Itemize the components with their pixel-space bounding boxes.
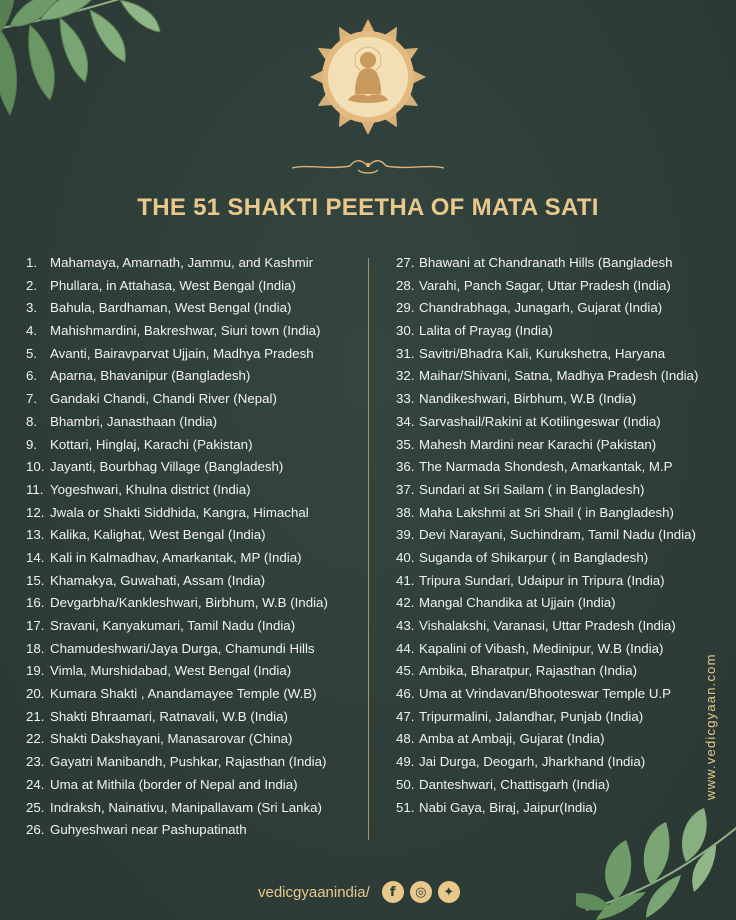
item-number: 1. (26, 255, 38, 270)
item-text: Yogeshwari, Khulna district (India) (50, 481, 251, 497)
list-item (26, 524, 366, 547)
item-number: 26. (26, 822, 45, 838)
leaf-branch-icon (576, 800, 736, 920)
list-item (396, 660, 706, 683)
footer-handle[interactable]: vedicgyaanindia/ (258, 883, 370, 901)
list-item (396, 479, 706, 502)
item-number: 19. (26, 663, 45, 679)
item-text: Nandikeshwari, Birbhum, W.B (India) (419, 391, 637, 407)
list-item (396, 547, 706, 570)
item-text: Vishalakshi, Varanasi, Uttar Pradesh (India) (419, 618, 676, 633)
item-text: Vimla, Murshidabad, West Bengal (India) (50, 663, 292, 679)
item-number: 12. (26, 504, 45, 520)
list-item (396, 638, 706, 661)
item-text: Shakti Dakshayani, Manasarovar (China) (50, 731, 293, 747)
list-item (396, 728, 706, 751)
item-text: Gayatri Manibandh, Pushkar, Rajasthan (India) (50, 754, 327, 770)
list-item (396, 388, 706, 411)
list-item (26, 774, 366, 797)
list-item (26, 683, 366, 706)
item-text: Avanti, Bairavparvat Ujjain, Madhya Pradesh (50, 345, 314, 361)
item-text: Tripurmalini, Jalandhar, Punjab (India) (419, 708, 644, 724)
item-text: Bhawani at Chandranath Hills (Bangladesh (419, 255, 673, 270)
item-number: 51. (396, 799, 415, 815)
list-item (396, 297, 706, 320)
item-number: 10. (26, 459, 45, 475)
item-text: Ambika, Bharatpur, Rajasthan (India) (419, 663, 638, 679)
item-text: Suganda of Shikarpur ( in Bangladesh) (419, 549, 649, 565)
item-number: 49. (396, 754, 415, 770)
item-text: Sundari at Sri Sailam ( in Bangladesh) (419, 481, 645, 497)
list-item (26, 660, 366, 683)
list-item (26, 751, 366, 774)
item-number: 14. (26, 549, 45, 565)
item-number: 37. (396, 481, 415, 497)
item-text: Mangal Chandika at Ujjain (India) (419, 595, 616, 611)
item-number: 15. (26, 572, 45, 588)
list-item (26, 252, 366, 275)
item-text: Uma at Mithila (border of Nepal and India) (50, 776, 298, 792)
list-item (26, 456, 366, 479)
item-number: 32. (396, 368, 415, 384)
item-text: Maha Lakshmi at Sri Shail ( in Bangladesh) (419, 504, 674, 520)
item-text: Bahula, Bardhaman, West Bengal (India) (50, 300, 292, 316)
twitter-icon[interactable]: ✦ (438, 881, 460, 903)
item-number: 13. (26, 527, 45, 543)
item-text: Jwala or Shakti Siddhida, Kangra, Himachal (50, 504, 309, 520)
item-number: 40. (396, 549, 415, 565)
leaf-branch-icon (0, 0, 180, 130)
item-number: 45. (396, 663, 415, 679)
list-item (26, 615, 366, 638)
list-item (396, 615, 706, 638)
item-number: 50. (396, 776, 415, 792)
item-number: 47. (396, 708, 415, 724)
item-text: Lalita of Prayag (India) (419, 323, 553, 339)
list-item (26, 638, 366, 661)
side-website-url: www.vedicgyaan.com (703, 653, 718, 800)
list-item (26, 411, 366, 434)
item-number: 4. (26, 323, 38, 339)
list-item (26, 479, 366, 502)
list-item (26, 706, 366, 729)
item-number: 8. (26, 413, 38, 429)
column-divider (368, 258, 369, 840)
shakti-peetha-list-left (26, 252, 366, 842)
list-item (26, 819, 366, 842)
item-number: 11. (26, 481, 44, 497)
instagram-icon[interactable]: ◎ (410, 881, 432, 903)
item-number: 25. (26, 799, 45, 815)
item-number: 24. (26, 776, 45, 792)
item-text: Aparna, Bhavanipur (Bangladesh) (50, 368, 251, 384)
page-title: THE 51 SHAKTI PEETHA OF MATA SATI (137, 194, 599, 221)
item-number: 39. (396, 527, 415, 543)
item-text: Guhyeshwari near Pashupatinath (50, 822, 247, 838)
item-text: Sravani, Kanyakumari, Tamil Nadu (India) (50, 618, 296, 633)
item-number: 46. (396, 686, 415, 702)
list-item (396, 502, 706, 525)
item-number: 22. (26, 731, 45, 747)
list-item (26, 275, 366, 298)
list-item (396, 683, 706, 706)
item-number: 16. (26, 595, 45, 611)
item-number: 18. (26, 640, 45, 656)
item-text: Danteshwari, Chattisgarh (India) (419, 776, 610, 792)
item-text: Kumara Shakti , Anandamayee Temple (W.B) (50, 686, 317, 702)
item-number: 48. (396, 731, 415, 747)
list-item (396, 411, 706, 434)
item-number: 31. (396, 345, 415, 361)
item-text: Gandaki Chandi, Chandi River (Nepal) (50, 391, 277, 407)
item-number: 28. (396, 277, 415, 293)
item-text: Kalika, Kalighat, West Bengal (India) (50, 527, 266, 543)
list-item (26, 434, 366, 457)
item-text: Uma at Vrindavan/Bhooteswar Temple U.P (419, 686, 672, 702)
item-number: 34. (396, 413, 415, 429)
list-item (396, 275, 706, 298)
item-text: Amba at Ambaji, Gujarat (India) (419, 731, 605, 747)
list-item (396, 456, 706, 479)
item-number: 36. (396, 459, 415, 475)
item-number: 41. (396, 572, 415, 588)
list-item (26, 320, 366, 343)
item-number: 44. (396, 640, 415, 656)
item-text: Varahi, Panch Sagar, Uttar Pradesh (India) (419, 277, 671, 293)
item-number: 33. (396, 391, 415, 407)
list-item (396, 706, 706, 729)
list-item (26, 502, 366, 525)
list-item (26, 547, 366, 570)
list-item (396, 252, 706, 275)
item-text: Chamudeshwari/Jaya Durga, Chamundi Hills (50, 640, 315, 656)
item-number: 3. (26, 300, 38, 316)
item-text: Mahamaya, Amarnath, Jammu, and Kashmir (50, 255, 314, 270)
item-text: Shakti Bhraamari, Ratnavali, W.B (India) (50, 708, 288, 724)
item-text: Mahesh Mardini near Karachi (Pakistan) (419, 436, 657, 452)
item-number: 42. (396, 595, 415, 611)
item-number: 23. (26, 754, 45, 770)
facebook-icon[interactable]: f (382, 881, 404, 903)
item-text: Kapalini of Vibash, Medinipur, W.B (India) (419, 640, 664, 656)
item-number: 20. (26, 686, 45, 702)
list-item (26, 343, 366, 366)
item-number: 6. (26, 368, 38, 384)
item-text: Phullara, in Attahasa, West Bengal (India) (50, 277, 296, 293)
item-number: 7. (26, 391, 38, 407)
item-text: Mahishmardini, Bakreshwar, Siuri town (India) (50, 323, 321, 339)
list-item (26, 365, 366, 388)
list-item (26, 592, 366, 615)
item-number: 17. (26, 618, 45, 633)
list-item (26, 728, 366, 751)
item-text: Sarvashail/Rakini at Kotilingeswar (India) (419, 413, 661, 429)
item-text: Devi Narayani, Suchindram, Tamil Nadu (India) (419, 527, 696, 543)
item-number: 9. (26, 436, 38, 452)
list-item (26, 388, 366, 411)
item-text: Jayanti, Bourbhag Village (Bangladesh) (50, 459, 284, 475)
list-item (396, 751, 706, 774)
item-text: Kali in Kalmadhav, Amarkantak, MP (India) (50, 549, 302, 565)
item-text: Kottari, Hinglaj, Karachi (Pakistan) (50, 436, 253, 452)
list-item (396, 320, 706, 343)
list-item (26, 797, 366, 820)
item-number: 35. (396, 436, 415, 452)
item-text: Chandrabhaga, Junagarh, Gujarat (India) (419, 300, 663, 316)
shakti-peetha-list-right (396, 252, 706, 819)
list-item (396, 570, 706, 593)
item-text: Bhambri, Janasthaan (India) (50, 413, 218, 429)
item-text: Jai Durga, Deogarh, Jharkhand (India) (419, 754, 646, 770)
item-number: 21. (26, 708, 45, 724)
ornamental-divider (288, 156, 448, 176)
list-item (396, 365, 706, 388)
list-item (396, 434, 706, 457)
item-number: 30. (396, 323, 415, 339)
list-item (26, 570, 366, 593)
item-number: 2. (26, 277, 38, 293)
item-text: Indraksh, Nainativu, Manipallavam (Sri Lanka) (50, 799, 322, 815)
item-number: 38. (396, 504, 415, 520)
item-text: Tripura Sundari, Udaipur in Tripura (India) (419, 572, 665, 588)
list-item (396, 774, 706, 797)
item-text: The Narmada Shondesh, Amarkantak, M.P (419, 459, 673, 475)
item-text: Khamakya, Guwahati, Assam (India) (50, 572, 266, 588)
item-number: 29. (396, 300, 415, 316)
item-number: 5. (26, 345, 38, 361)
item-text: Nabi Gaya, Biraj, Jaipur(India) (419, 799, 598, 815)
list-item (396, 524, 706, 547)
list-item (396, 343, 706, 366)
item-number: 43. (396, 618, 415, 633)
item-text: Maihar/Shivani, Satna, Madhya Pradesh (India) (419, 368, 699, 384)
footer (258, 878, 460, 906)
meditating-figure-lotus-emblem (308, 16, 428, 138)
item-text: Savitri/Bhadra Kali, Kurukshetra, Haryana (419, 345, 666, 361)
list-item (26, 297, 366, 320)
list-item (396, 592, 706, 615)
item-text: Devgarbha/Kankleshwari, Birbhum, W.B (India) (50, 595, 328, 611)
item-number: 27. (396, 255, 415, 270)
